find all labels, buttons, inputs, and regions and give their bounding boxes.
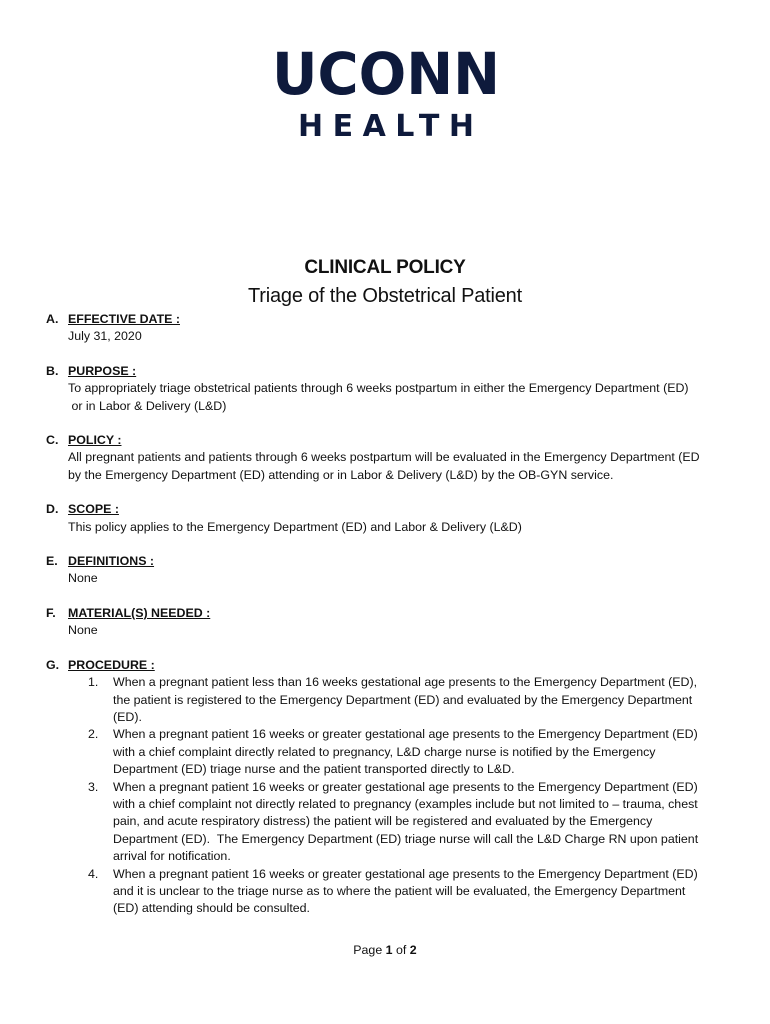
section-procedure <box>46 657 736 918</box>
footer-current-page: 1 <box>385 943 393 957</box>
logo-uconn-text: UCONN <box>272 44 500 108</box>
section-letter: B. <box>46 363 59 378</box>
section-body-line: To appropriately triage obstetrical patients through 6 weeks postpartum in either the Emergency Department (ED) <box>68 381 689 396</box>
section-heading: SCOPE : <box>68 502 119 517</box>
procedure-list <box>88 674 728 918</box>
procedure-line: When a pregnant patient 16 weeks or greater gestational age presents to the Emergency Department (ED) <box>113 866 698 881</box>
section-scope <box>46 501 736 536</box>
procedure-line: (ED). <box>113 709 142 724</box>
procedure-line: pain, and acute respiratory distress) the patient will be registered and evaluated by the Emergency <box>113 814 653 829</box>
section-heading: MATERIAL(S) NEEDED : <box>68 605 211 620</box>
section-definitions <box>46 553 736 588</box>
procedure-item <box>88 866 728 918</box>
policy-subtitle: Triage of the Obstetrical Patient <box>248 285 522 307</box>
section-body: This policy applies to the Emergency Department (ED) and Labor & Delivery (L&D) <box>68 519 522 534</box>
procedure-line: (ED) attending should be consulted. <box>113 901 310 916</box>
section-letter: A. <box>46 312 59 326</box>
section-heading: DEFINITIONS : <box>68 554 155 569</box>
section-heading: EFFECTIVE DATE : <box>68 312 180 326</box>
section-letter: G. <box>46 657 60 672</box>
section-body-line: by the Emergency Department (ED) attending or in Labor & Delivery (L&D) by the OB-GYN service. <box>68 467 614 482</box>
section-materials-needed <box>46 605 736 640</box>
section-heading: PROCEDURE : <box>68 657 155 672</box>
footer-middle: of <box>392 943 410 957</box>
procedure-item-number: 1. <box>88 675 99 690</box>
section-body: None <box>68 623 98 638</box>
footer-prefix: Page <box>353 943 386 957</box>
procedure-line: with a chief complaint not directly related to pregnancy (examples include but not limited to – trauma, chest <box>113 796 698 811</box>
section-body-line: All pregnant patients and patients through 6 weeks postpartum will be evaluated in the Emergency Department (ED <box>68 450 700 465</box>
policy-title: CLINICAL POLICY <box>304 257 466 278</box>
logo-health-text: HEALTH <box>298 109 474 140</box>
section-body: None <box>68 571 98 586</box>
procedure-item <box>88 779 728 866</box>
procedure-line: When a pregnant patient 16 weeks or greater gestational age presents to the Emergency Department (ED) <box>113 727 698 742</box>
section-letter: D. <box>46 502 59 517</box>
procedure-item <box>88 674 728 726</box>
section-letter: F. <box>46 605 56 620</box>
procedure-line: arrival for notification. <box>113 849 231 864</box>
uconn-health-logo <box>270 44 502 140</box>
section-policy <box>46 432 736 484</box>
procedure-line: the patient is registered to the Emergency Department (ED) and evaluated by the Emergency Department <box>113 692 693 707</box>
section-purpose <box>46 363 736 415</box>
section-effective-date <box>46 311 736 346</box>
procedure-line: and it is unclear to the triage nurse as to where the patient will be evaluated, the Emergency Department <box>113 883 686 898</box>
procedure-line: When a pregnant patient less than 16 weeks gestational age presents to the Emergency Department (ED), <box>113 675 698 690</box>
policy-sections <box>46 311 736 935</box>
section-body-line: or in Labor & Delivery (L&D) <box>68 398 227 413</box>
section-heading: PURPOSE : <box>68 363 137 378</box>
section-letter: C. <box>46 433 59 448</box>
page-number-footer <box>0 943 770 957</box>
procedure-item-number: 3. <box>88 779 99 794</box>
procedure-line: with a chief complaint directly related to pregnancy, L&D charge nurse is notified by the Emergency <box>113 744 656 759</box>
section-heading: POLICY : <box>68 433 122 448</box>
procedure-line: Department (ED). The Emergency Department (ED) triage nurse will call the L&D Charge RN upon patient <box>113 831 699 846</box>
procedure-item-number: 2. <box>88 727 99 742</box>
section-letter: E. <box>46 554 58 569</box>
procedure-item <box>88 726 728 778</box>
footer-total-pages: 2 <box>409 943 417 957</box>
section-body: July 31, 2020 <box>68 329 142 344</box>
procedure-line: Department (ED) triage nurse and the patient transported directly to L&D. <box>113 762 515 777</box>
procedure-item-number: 4. <box>88 866 99 881</box>
procedure-line: When a pregnant patient 16 weeks or greater gestational age presents to the Emergency Department (ED) <box>113 779 698 794</box>
